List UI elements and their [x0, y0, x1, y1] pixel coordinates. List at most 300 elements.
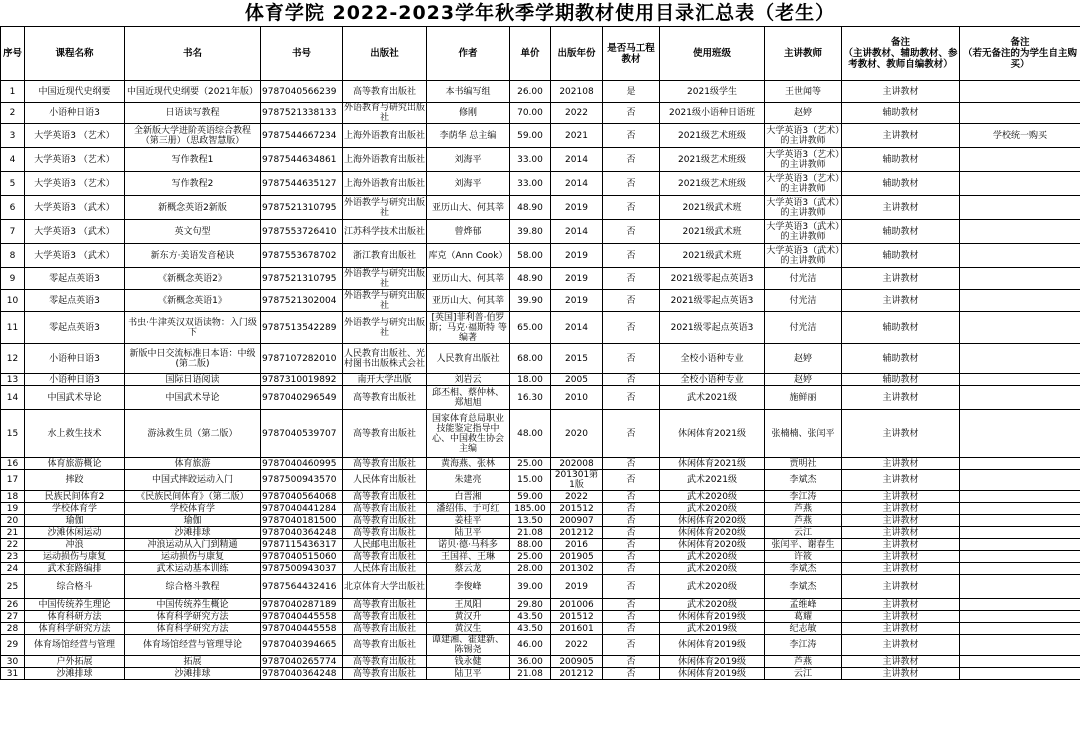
- cell-seq: 29: [1, 635, 25, 656]
- cell-isbn: 9787553726410: [261, 220, 343, 244]
- cell-remark-purchase: [960, 220, 1080, 244]
- cell-book-title: 体育场馆经营与管理导论: [125, 635, 261, 656]
- cell-marx-project: 否: [603, 220, 660, 244]
- cell-author: 亚历山大、何其莘: [427, 196, 510, 220]
- cell-seq: 4: [1, 148, 25, 172]
- cell-price: 21.08: [510, 527, 551, 539]
- cell-book-title: 《民族民间体育》（第二版）: [125, 491, 261, 503]
- table-row: [1, 410, 1080, 458]
- cell-remark-purchase: [960, 374, 1080, 386]
- cell-course-name: 冲浪: [25, 539, 125, 551]
- cell-author: 潘绍伟、于可红: [427, 503, 510, 515]
- cell-remark-type: 主讲教材: [842, 611, 960, 623]
- cell-remark-purchase: 学校统一购买: [960, 124, 1080, 148]
- cell-publisher: 人民教育出版社、光村图书出版株式会社: [343, 344, 427, 374]
- cell-remark-type: 主讲教材: [842, 575, 960, 599]
- cell-course-name: 体育科学研究方法: [25, 623, 125, 635]
- cell-course-name: 大学英语3 （艺术）: [25, 172, 125, 196]
- cell-class: 休闲体育2019级: [660, 611, 765, 623]
- table-row: [1, 344, 1080, 374]
- cell-remark-type: 辅助教材: [842, 244, 960, 268]
- cell-class: 武术2020级: [660, 563, 765, 575]
- cell-author: 人民教育出版社: [427, 344, 510, 374]
- cell-pub-year: 2022: [551, 103, 603, 124]
- cell-course-name: 体育科研方法: [25, 611, 125, 623]
- cell-book-title: 游泳救生员（第二版）: [125, 410, 261, 458]
- cell-book-title: 沙滩排球: [125, 668, 261, 680]
- cell-publisher: 高等教育出版社: [343, 599, 427, 611]
- cell-class: 2021级艺术班级: [660, 148, 765, 172]
- cell-isbn: 9787564432416: [261, 575, 343, 599]
- cell-publisher: 外语教学与研究出版社: [344, 268, 426, 289]
- cell-author: 库克（Ann Cook）: [427, 244, 510, 268]
- cell-marx-project: 否: [603, 374, 660, 386]
- cell-remark-type: 主讲教材: [842, 410, 960, 458]
- cell-remark-purchase: [960, 656, 1080, 668]
- cell-remark-type: 主讲教材: [842, 81, 960, 103]
- cell-remark-purchase: [960, 599, 1080, 611]
- cell-teacher: 许筱: [765, 551, 842, 563]
- table-row: [1, 148, 1080, 172]
- cell-class: 休闲体育2020级: [660, 539, 765, 551]
- cell-author: 白晋湘: [427, 491, 510, 503]
- cell-price: 88.00: [510, 539, 551, 551]
- table-row: [1, 81, 1080, 103]
- cell-seq: 11: [1, 312, 25, 344]
- cell-author: 谭建湘、霍建新、陈锡尧: [427, 635, 510, 656]
- cell-class: 2021级艺术班级: [660, 172, 765, 196]
- cell-isbn: 9787521338133: [261, 103, 343, 124]
- cell-price: 15.00: [510, 470, 551, 491]
- cell-remark-type: 主讲教材: [842, 503, 960, 515]
- cell-publisher: 高等教育出版社: [343, 491, 427, 503]
- cell-remark-type: 主讲教材: [842, 491, 960, 503]
- cell-class: 武术2019级: [660, 623, 765, 635]
- cell-isbn: 9787040445558: [261, 611, 343, 623]
- cell-teacher: 李江涛: [765, 635, 842, 656]
- cell-teacher: 张闰平、谢春生: [765, 539, 842, 551]
- cell-price: 18.00: [510, 374, 551, 386]
- cell-author: 曾烨郁: [427, 220, 510, 244]
- cell-price: 48.00: [510, 410, 551, 458]
- cell-teacher: 付光洁: [765, 312, 842, 344]
- cell-book-title: 写作教程1: [125, 148, 261, 172]
- table-row: [1, 491, 1080, 503]
- table-row: [1, 599, 1080, 611]
- cell-publisher: 高等教育出版社: [343, 81, 427, 103]
- cell-teacher: 大学英语3（武术）的主讲教师: [766, 197, 840, 218]
- cell-author: [英国]菲利普·伯罗斯；马克·福斯特 等 编著: [427, 312, 510, 344]
- cell-author: 李俊峰: [427, 575, 510, 599]
- table-row: [1, 575, 1080, 599]
- cell-marx-project: 否: [603, 124, 660, 148]
- cell-remark-purchase: [960, 312, 1080, 344]
- cell-isbn: 9787040296549: [261, 386, 343, 410]
- cell-seq: 10: [1, 290, 25, 312]
- cell-pub-year: 202008: [551, 458, 603, 470]
- cell-price: 46.00: [510, 635, 551, 656]
- cell-price: 59.00: [510, 491, 551, 503]
- cell-remark-purchase: [960, 503, 1080, 515]
- cell-price: 13.50: [510, 515, 551, 527]
- cell-seq: 18: [1, 491, 25, 503]
- cell-teacher: 赵婷: [765, 344, 842, 374]
- cell-author: 亚历山大、何其莘: [427, 290, 510, 312]
- table-row: [1, 656, 1080, 668]
- cell-price: 29.80: [510, 599, 551, 611]
- cell-marx-project: 否: [603, 491, 660, 503]
- cell-seq: 22: [1, 539, 25, 551]
- cell-isbn: 9787500943037: [261, 563, 343, 575]
- table-row: [1, 124, 1080, 148]
- cell-price: 48.90: [510, 268, 551, 290]
- cell-class: 2021级武术班: [660, 196, 765, 220]
- cell-class: 武术2020级: [660, 575, 765, 599]
- cell-author: 王国祥、王琳: [427, 551, 510, 563]
- table-row: [1, 503, 1080, 515]
- cell-course-name: 沙滩排球: [25, 668, 125, 680]
- cell-pub-year: 2019: [551, 268, 603, 290]
- cell-teacher: 李江涛: [765, 491, 842, 503]
- cell-marx-project: 否: [603, 103, 660, 124]
- cell-class: 休闲体育2019级: [660, 656, 765, 668]
- cell-author: 本书编写组: [427, 81, 510, 103]
- header-isbn: 书号: [261, 27, 343, 81]
- cell-seq: 14: [1, 386, 25, 410]
- cell-seq: 21: [1, 527, 25, 539]
- cell-seq: 2: [1, 103, 25, 124]
- cell-author: 国家体育总局职业技能鉴定指导中心、中国救生协会主编: [427, 410, 510, 458]
- cell-book-title: 冲浪运动从入门到精通: [125, 539, 261, 551]
- cell-seq: 28: [1, 623, 25, 635]
- cell-seq: 25: [1, 575, 25, 599]
- cell-publisher: 上海外语教育出版社: [343, 172, 427, 196]
- cell-remark-purchase: [960, 290, 1080, 312]
- cell-publisher: 南开大学出版: [343, 374, 427, 386]
- cell-remark-type: 主讲教材: [842, 656, 960, 668]
- cell-pub-year: 2021: [551, 124, 603, 148]
- cell-book-title: 体育科学研究方法: [125, 623, 261, 635]
- cell-course-name: 运动损伤与康复: [25, 551, 125, 563]
- cell-pub-year: 201601: [551, 623, 603, 635]
- cell-book-title: 国际日语阅读: [125, 374, 261, 386]
- cell-remark-purchase: [960, 527, 1080, 539]
- table-row: [1, 611, 1080, 623]
- cell-pub-year: 201006: [551, 599, 603, 611]
- cell-remark-purchase: [960, 344, 1080, 374]
- cell-publisher: 高等教育出版社: [343, 458, 427, 470]
- cell-isbn: 9787040364248: [261, 527, 343, 539]
- cell-teacher: 孟维峰: [765, 599, 842, 611]
- cell-price: 36.00: [510, 656, 551, 668]
- cell-publisher: 高等教育出版社: [343, 503, 427, 515]
- cell-remark-purchase: [960, 268, 1080, 290]
- cell-author: 刘岩云: [427, 374, 510, 386]
- cell-teacher: 大学英语3（艺术）的主讲教师: [766, 149, 840, 170]
- cell-publisher: 高等教育出版社: [343, 656, 427, 668]
- cell-course-name: 武术套路编排: [25, 563, 125, 575]
- cell-pub-year: 2019: [551, 290, 603, 312]
- cell-price: 16.30: [510, 386, 551, 410]
- cell-remark-type: 主讲教材: [842, 599, 960, 611]
- cell-remark-purchase: [960, 103, 1080, 124]
- cell-class: 武术2021级: [660, 386, 765, 410]
- document-title: 体育学院 2022-2023学年秋季学期教材使用目录汇总表（老生）: [244, 2, 836, 24]
- cell-class: 2021级武术班: [660, 244, 765, 268]
- cell-marx-project: 否: [603, 635, 660, 656]
- cell-teacher: 大学英语3（艺术）的主讲教师: [766, 173, 840, 194]
- cell-book-title: 中国传统养生概论: [125, 599, 261, 611]
- cell-remark-type: 辅助教材: [842, 374, 960, 386]
- cell-class: 2021级小语种日语班: [660, 103, 765, 124]
- cell-marx-project: 否: [603, 539, 660, 551]
- cell-seq: 12: [1, 344, 25, 374]
- cell-remark-type: 主讲教材: [842, 290, 960, 312]
- cell-marx-project: 是: [603, 81, 660, 103]
- cell-course-name: 水上救生技术: [25, 410, 125, 458]
- cell-publisher: 外语教学与研究出版社: [344, 290, 426, 311]
- cell-author: 黄海燕、张林: [427, 458, 510, 470]
- cell-publisher: 高等教育出版社: [343, 515, 427, 527]
- cell-book-title: 新东方·美语发音秘诀: [125, 244, 261, 268]
- cell-remark-type: 主讲教材: [842, 386, 960, 410]
- cell-marx-project: 否: [603, 470, 660, 491]
- cell-pub-year: 201302: [551, 563, 603, 575]
- cell-seq: 20: [1, 515, 25, 527]
- cell-class: 2021级学生: [660, 81, 765, 103]
- cell-price: 70.00: [510, 103, 551, 124]
- cell-remark-type: 主讲教材: [842, 124, 960, 148]
- cell-marx-project: 否: [603, 515, 660, 527]
- cell-remark-purchase: [960, 668, 1080, 680]
- cell-book-title: 中国近现代史纲要（2021年版）: [125, 81, 261, 103]
- cell-teacher: 芦燕: [765, 656, 842, 668]
- cell-seq: 19: [1, 503, 25, 515]
- cell-author: 刘海平: [427, 148, 510, 172]
- cell-remark-type: 辅助教材: [842, 312, 960, 344]
- cell-author: 黄汉升: [427, 611, 510, 623]
- cell-teacher: 付光洁: [765, 290, 842, 312]
- cell-pub-year: 201512: [551, 503, 603, 515]
- cell-marx-project: 否: [603, 623, 660, 635]
- cell-isbn: 9787040364248: [261, 668, 343, 680]
- cell-pub-year: 2010: [551, 386, 603, 410]
- table-row: [1, 458, 1080, 470]
- cell-remark-type: 主讲教材: [842, 527, 960, 539]
- cell-pub-year: 202108: [551, 81, 603, 103]
- cell-marx-project: 否: [603, 344, 660, 374]
- cell-isbn: 9787040564068: [261, 491, 343, 503]
- cell-class: 2021级零起点英语3: [660, 312, 765, 344]
- cell-pub-year: 200907: [551, 515, 603, 527]
- cell-book-title: 学校体育学: [125, 503, 261, 515]
- cell-course-name: 大学英语3 （武术）: [25, 196, 125, 220]
- table-row: [1, 563, 1080, 575]
- cell-course-name: 中国传统养生理论: [25, 599, 125, 611]
- cell-remark-purchase: [960, 244, 1080, 268]
- cell-isbn: 9787521302004: [261, 290, 343, 312]
- cell-remark-type: 主讲教材: [842, 635, 960, 656]
- cell-course-name: 零起点英语3: [25, 312, 125, 344]
- cell-publisher: 江苏科学技术出版社: [343, 220, 427, 244]
- header-row: [1, 27, 1080, 81]
- cell-course-name: 瑜伽: [25, 515, 125, 527]
- cell-remark-purchase: [960, 470, 1080, 491]
- cell-seq: 6: [1, 196, 25, 220]
- cell-price: 33.00: [510, 148, 551, 172]
- table-body: [1, 81, 1080, 680]
- cell-marx-project: 否: [603, 268, 660, 290]
- cell-book-title: 写作教程2: [125, 172, 261, 196]
- cell-remark-type: 主讲教材: [842, 539, 960, 551]
- cell-publisher: 高等教育出版社: [343, 668, 427, 680]
- cell-teacher: 李斌杰: [765, 575, 842, 599]
- cell-isbn: 9787544667234: [261, 124, 343, 148]
- cell-course-name: 体育场馆经营与管理: [25, 635, 125, 656]
- cell-pub-year: 2019: [551, 575, 603, 599]
- cell-remark-type: 主讲教材: [842, 623, 960, 635]
- cell-book-title: 全新版大学进阶英语综合教程（第三册）（思政智慧版）: [125, 124, 261, 148]
- cell-course-name: 沙滩休闲运动: [25, 527, 125, 539]
- cell-course-name: 小语种日语3: [25, 344, 125, 374]
- cell-book-title: 运动损伤与康复: [125, 551, 261, 563]
- cell-isbn: 9787040394665: [261, 635, 343, 656]
- cell-remark-purchase: [960, 410, 1080, 458]
- cell-seq: 15: [1, 410, 25, 458]
- cell-author: 陆卫平: [427, 668, 510, 680]
- cell-seq: 26: [1, 599, 25, 611]
- table-row: [1, 539, 1080, 551]
- cell-seq: 31: [1, 668, 25, 680]
- cell-remark-purchase: [960, 539, 1080, 551]
- cell-class: 全校小语种专业: [660, 344, 765, 374]
- header-book-title: 书名: [125, 27, 261, 81]
- cell-course-name: 小语种日语3: [25, 374, 125, 386]
- cell-isbn: 9787040265774: [261, 656, 343, 668]
- cell-isbn: 9787040181500: [261, 515, 343, 527]
- cell-isbn: 9787040287189: [261, 599, 343, 611]
- header-pub-year: 出版年份: [551, 27, 603, 81]
- cell-price: 39.00: [510, 575, 551, 599]
- cell-remark-purchase: [960, 81, 1080, 103]
- cell-marx-project: 否: [603, 458, 660, 470]
- cell-teacher: 葛耀: [765, 611, 842, 623]
- cell-course-name: 中国近现代史纲要: [25, 81, 125, 103]
- cell-class: 武术2020级: [660, 599, 765, 611]
- cell-pub-year: 2014: [551, 172, 603, 196]
- header-publisher: 出版社: [343, 27, 427, 81]
- cell-marx-project: 否: [603, 196, 660, 220]
- cell-isbn: 9787115436317: [261, 539, 343, 551]
- cell-author: 姜桂平: [427, 515, 510, 527]
- cell-teacher: 云江: [765, 527, 842, 539]
- cell-isbn: 9787500943570: [261, 470, 343, 491]
- cell-class: 休闲体育2019级: [660, 635, 765, 656]
- cell-remark-type: 主讲教材: [842, 196, 960, 220]
- cell-class: 武术2020级: [660, 503, 765, 515]
- cell-marx-project: 否: [603, 172, 660, 196]
- cell-marx-project: 否: [603, 290, 660, 312]
- cell-remark-type: 主讲教材: [842, 470, 960, 491]
- cell-pub-year: 2022: [551, 635, 603, 656]
- cell-teacher: 赵婷: [765, 103, 842, 124]
- cell-course-name: 小语种日语3: [25, 103, 125, 124]
- cell-teacher: 贾明社: [765, 458, 842, 470]
- cell-marx-project: 否: [603, 575, 660, 599]
- cell-remark-purchase: [960, 458, 1080, 470]
- cell-class: 2021级武术班: [660, 220, 765, 244]
- cell-publisher: 高等教育出版社: [343, 623, 427, 635]
- cell-course-name: 体育旅游概论: [25, 458, 125, 470]
- cell-remark-type: 主讲教材: [842, 563, 960, 575]
- cell-price: 33.00: [510, 172, 551, 196]
- cell-marx-project: 否: [603, 611, 660, 623]
- table-row: [1, 244, 1080, 268]
- cell-class: 休闲体育2021级: [660, 410, 765, 458]
- cell-pub-year: 2005: [551, 374, 603, 386]
- cell-seq: 1: [1, 81, 25, 103]
- cell-course-name: 户外拓展: [25, 656, 125, 668]
- cell-author: 修刚: [427, 103, 510, 124]
- header-author: 作者: [427, 27, 510, 81]
- cell-author: 刘海平: [427, 172, 510, 196]
- header-remark-type: 备注 （主讲教材、辅助教材、参考教材、教师自编教材）: [842, 27, 960, 81]
- cell-remark-type: 主讲教材: [842, 668, 960, 680]
- cell-remark-purchase: [960, 386, 1080, 410]
- cell-remark-purchase: [960, 172, 1080, 196]
- cell-book-title: 《新概念英语2》: [125, 268, 261, 290]
- cell-publisher: 人民体育出版社: [343, 470, 427, 491]
- table-row: [1, 290, 1080, 312]
- cell-teacher: 张楠楠、张闰平: [765, 410, 842, 458]
- cell-publisher: 人民邮电出版社: [343, 539, 427, 551]
- cell-marx-project: 否: [603, 503, 660, 515]
- cell-marx-project: 否: [603, 551, 660, 563]
- cell-author: 李荫华 总主编: [427, 124, 510, 148]
- cell-price: 25.00: [510, 458, 551, 470]
- cell-book-title: 新概念英语2新版: [125, 196, 261, 220]
- cell-remark-type: 辅助教材: [842, 220, 960, 244]
- cell-pub-year: 200905: [551, 656, 603, 668]
- cell-class: 休闲体育2020级: [660, 527, 765, 539]
- cell-publisher: 外语教学与研究出版社: [344, 197, 426, 218]
- cell-teacher: 付光洁: [765, 268, 842, 290]
- cell-teacher: 芦燕: [765, 503, 842, 515]
- cell-book-title: 英文句型: [125, 220, 261, 244]
- cell-pub-year: 201301第1版: [551, 470, 603, 491]
- cell-book-title: 体育旅游: [125, 458, 261, 470]
- cell-isbn: 9787521310795: [261, 268, 343, 290]
- cell-seq: 23: [1, 551, 25, 563]
- cell-remark-purchase: [960, 635, 1080, 656]
- cell-isbn: 9787040445558: [261, 623, 343, 635]
- cell-marx-project: 否: [603, 527, 660, 539]
- cell-teacher: 赵婷: [765, 374, 842, 386]
- cell-marx-project: 否: [603, 656, 660, 668]
- cell-isbn: 9787513542289: [261, 312, 343, 344]
- cell-seq: 16: [1, 458, 25, 470]
- cell-remark-type: 主讲教材: [842, 515, 960, 527]
- cell-price: 48.90: [510, 196, 551, 220]
- table-row: [1, 527, 1080, 539]
- cell-marx-project: 否: [603, 599, 660, 611]
- cell-publisher: 浙江教育出版社: [343, 244, 427, 268]
- cell-pub-year: 2014: [551, 220, 603, 244]
- cell-seq: 5: [1, 172, 25, 196]
- header-seq: 序号: [1, 27, 25, 81]
- cell-author: 蔡云龙: [427, 563, 510, 575]
- table-row: [1, 196, 1080, 220]
